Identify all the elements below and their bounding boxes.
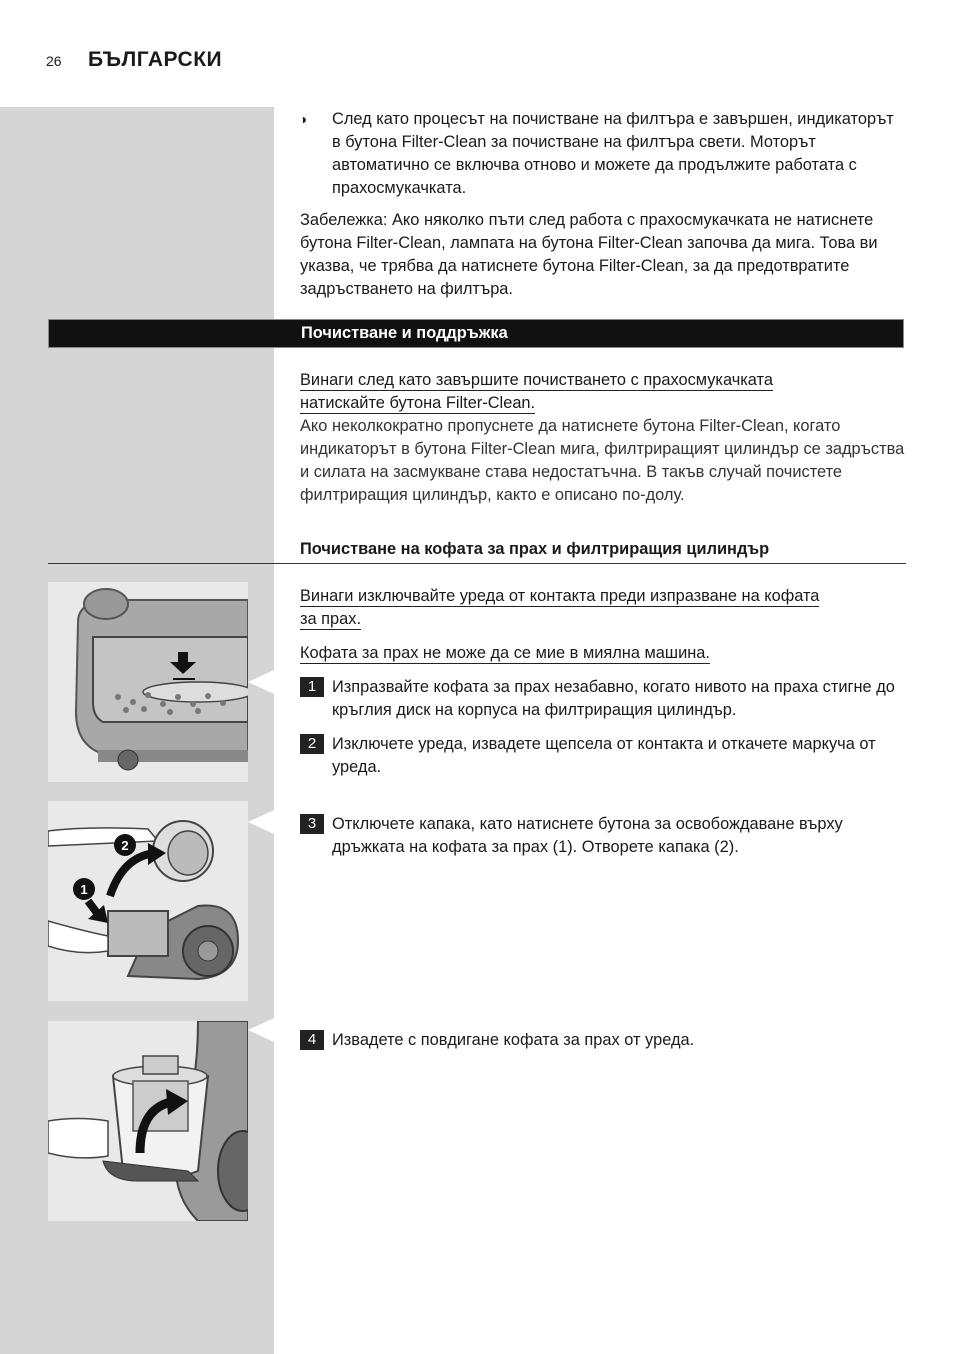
lift-container-icon bbox=[48, 1021, 248, 1221]
illustration-dust-level bbox=[48, 582, 248, 782]
illustration-pointer bbox=[248, 670, 274, 694]
section-body: Ако неколкократно пропуснете да натиснете бутона Filter-Clean, когато индикаторът в бутона Filter-Clean мига, филтриращият цилиндър се задръства и силата на засмукване става недостатъчна. В такъв случай почистете филтриращия цилиндър, както е описано по-долу. bbox=[300, 417, 905, 504]
subsection-warning-2 bbox=[300, 642, 905, 665]
step-number: 2 bbox=[300, 734, 324, 754]
callout-2: 2 bbox=[121, 838, 129, 853]
step-number: 3 bbox=[300, 814, 324, 834]
lid-release-icon bbox=[48, 801, 248, 1001]
bullet-arrow-icon: ◗ bbox=[300, 111, 309, 127]
step-number: 4 bbox=[300, 1030, 324, 1050]
section-header-bar bbox=[48, 319, 904, 348]
dust-container-icon bbox=[48, 582, 248, 782]
subsection-title: Почистване на кофата за прах и филтриращия цилиндър bbox=[300, 540, 770, 558]
section-warning-line1: Винаги след като завършите почистването с прахосмукачката bbox=[300, 371, 773, 389]
section-title: Почистване и поддръжка bbox=[301, 324, 508, 342]
step-text: Отключете капака, като натиснете бутона за освобождаване върху дръжката на кофата за прах (1). Отворете капака (2). bbox=[332, 815, 843, 856]
step-text: Извадете с повдигане кофата за прах от уреда. bbox=[332, 1031, 695, 1049]
step-text: Изключете уреда, извадете щепсела от контакта и откачете маркуча от уреда. bbox=[332, 735, 876, 776]
illustration-lift-container bbox=[48, 1021, 248, 1221]
step-number: 1 bbox=[300, 677, 324, 697]
intro-note: Забележка: Ако няколко пъти след работа с прахосмукачката не натиснете бутона Filter-Clean, лампата на бутона Filter-Clean започва да мига. Това ви указва, че трябва да натиснете бутона Filter-Clean, за да предотвратите задръстването на филтъра. bbox=[300, 211, 878, 298]
section-warning bbox=[300, 369, 905, 415]
page-number: 26 bbox=[46, 53, 62, 69]
subsection-warning-1 bbox=[300, 585, 905, 631]
section-warning-line2: натискайте бутона Filter-Clean. bbox=[300, 394, 536, 412]
callout-1: 1 bbox=[80, 882, 88, 897]
subsection-warning-1-line2: за прах. bbox=[300, 610, 362, 628]
subsection-warning-1-line1: Винаги изключвайте уреда от контакта преди изпразване на кофата bbox=[300, 587, 820, 605]
language-title: БЪЛГАРСКИ bbox=[88, 48, 223, 71]
illustration-pointer bbox=[248, 1018, 274, 1042]
illustration-open-lid bbox=[48, 801, 248, 1001]
illustration-pointer bbox=[248, 810, 274, 834]
step-text: Изпразвайте кофата за прах незабавно, когато нивото на праха стигне до кръглия диск на корпуса на филтриращия цилиндър. bbox=[332, 678, 895, 719]
subsection-divider bbox=[48, 563, 906, 564]
subsection-warning-2-text: Кофата за прах не може да се мие в миялна машина. bbox=[300, 644, 710, 662]
intro-bullet-text: След като процесът на почистване на филтъра е завършен, индикаторът в бутона Filter-Clean за почистване на филтъра свети. Моторът автоматично се включва отново и можете да продължите работата с прахосмукачката. bbox=[332, 110, 894, 197]
